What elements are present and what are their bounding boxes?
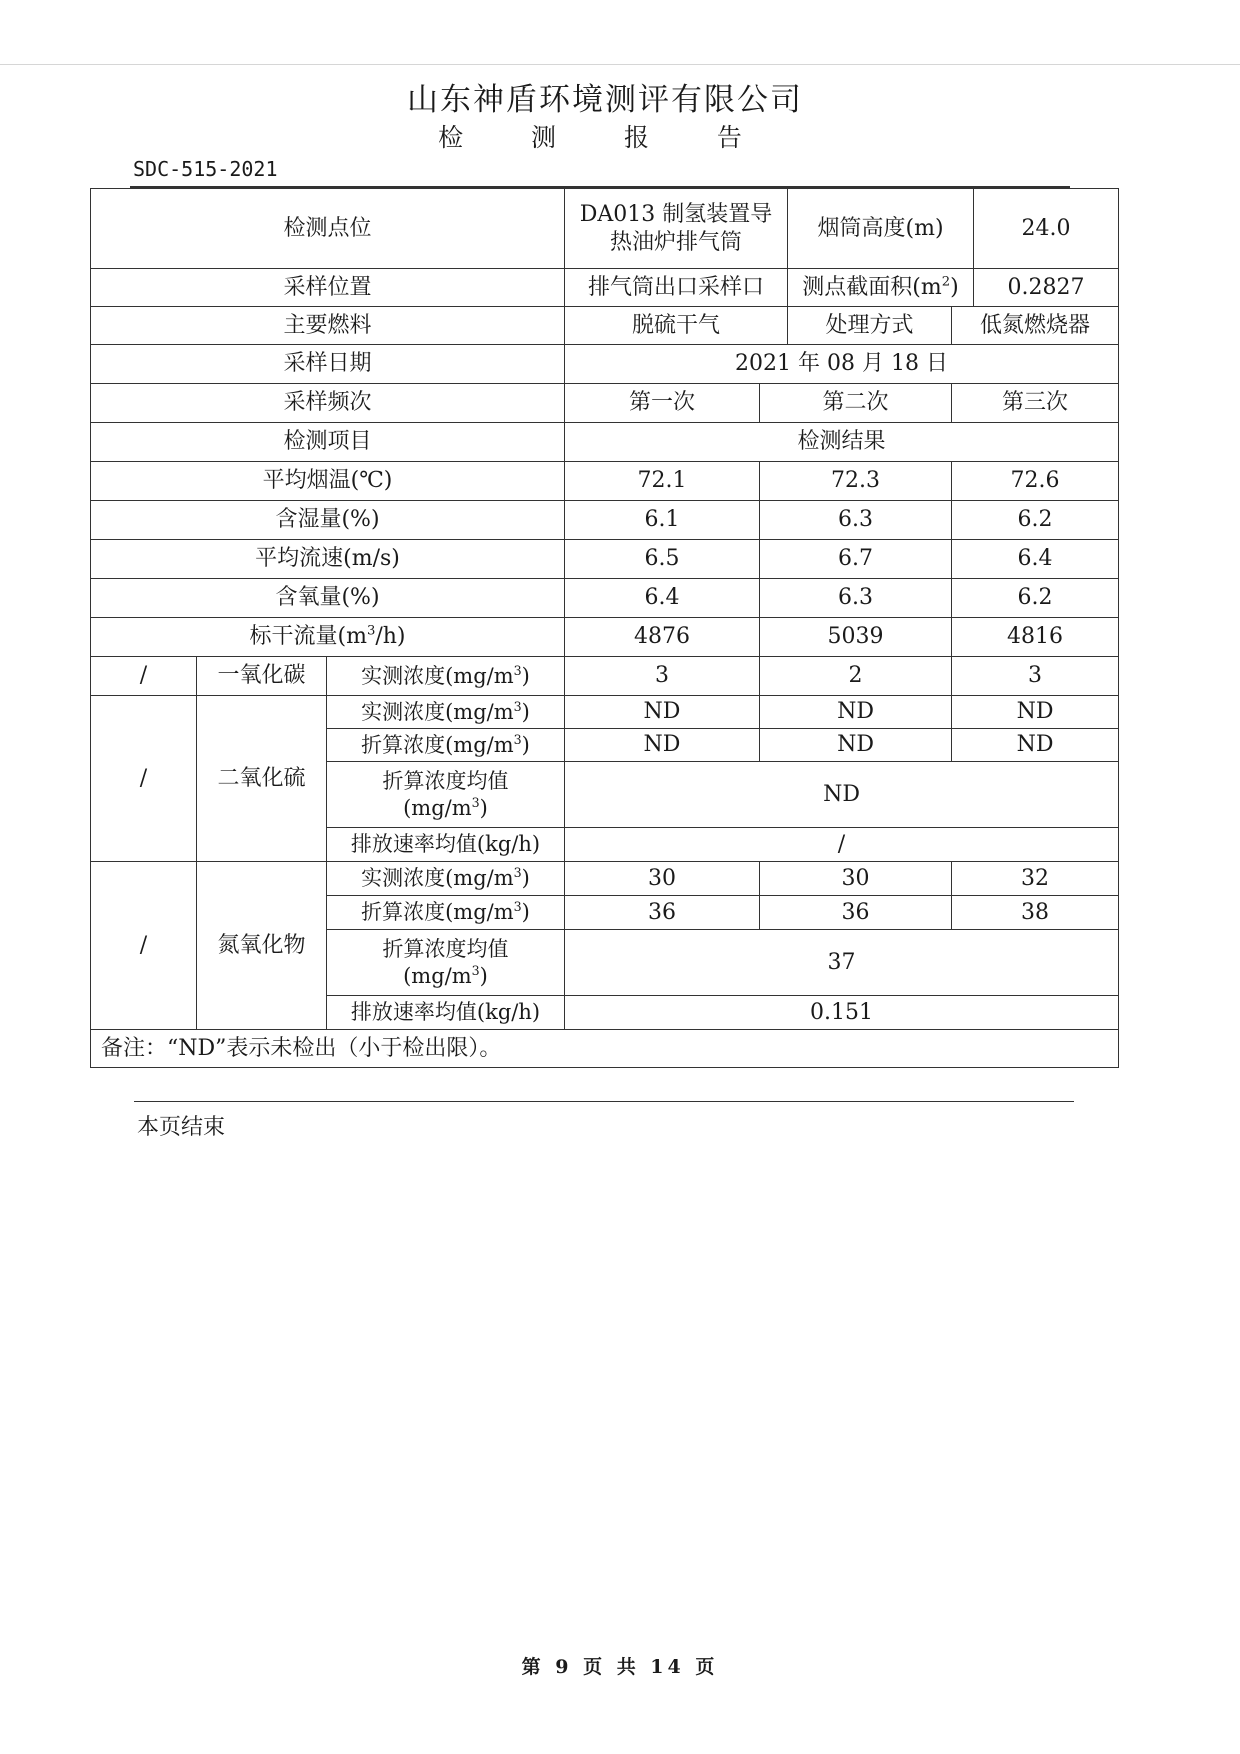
param-value: 6.5 [565,540,760,579]
treatment-label: 处理方式 [788,307,952,345]
param-label: 平均流速(m/s) [91,540,565,579]
param-value: 6.2 [952,579,1119,618]
date-value: 2021 年 08 月 18 日 [565,345,1119,384]
param-label: 含湿量(%) [91,501,565,540]
point-label: 检测点位 [91,189,565,269]
param-label: 含氧量(%) [91,579,565,618]
so2-col1: / [91,696,197,862]
freq-1: 第一次 [565,384,760,423]
param-value: 6.4 [565,579,760,618]
param-value: 4816 [952,618,1119,657]
so2-rate-label: 排放速率均值(kg/h) [327,828,565,862]
nox-col1: / [91,862,197,1030]
table-row [91,384,1119,423]
nox-name: 氮氧化物 [197,862,327,1030]
page-end-text: 本页结束 [137,1115,226,1140]
param-value: 4876 [565,618,760,657]
so2-avg-label: 折算浓度均值 $(mg/m^3)$ [327,762,565,828]
result-label: 检测结果 [565,423,1119,462]
table-row [91,1030,1119,1068]
company-name: 山东神盾环境测评有限公司 [407,82,803,118]
freq-2: 第二次 [760,384,952,423]
nox-converted-3: 38 [952,896,1119,930]
treatment-value: 低氮燃烧器 [952,307,1119,345]
so2-measured-3: ND [952,696,1119,729]
param-value: 6.1 [565,501,760,540]
so2-measured-2: ND [760,696,952,729]
param-value: 6.3 [760,501,952,540]
so2-converted-label: 折算浓度$(mg/m^3)$ [327,729,565,762]
so2-converted-2: ND [760,729,952,762]
so2-converted-3: ND [952,729,1119,762]
so2-rate-value: / [565,828,1119,862]
sampling-position-value: 排气筒出口采样口 [565,269,788,307]
nox-avg-label: 折算浓度均值 $(mg/m^3)$ [327,930,565,996]
so2-avg-value: ND [565,762,1119,828]
param-value: 6.3 [760,579,952,618]
page-footer: 第 9 页 共 14 页 [521,1656,719,1678]
param-value: 72.1 [565,462,760,501]
param-value: 6.2 [952,501,1119,540]
so2-measured-label: 实测浓度$(mg/m^3)$ [327,696,565,729]
nox-measured-2: 30 [760,862,952,896]
co-name: 一氧化碳 [197,657,327,696]
sampling-position-label: 采样位置 [91,269,565,307]
table-row [91,307,1119,345]
report-title: 检 测 报 告 [438,123,772,152]
nox-measured-3: 32 [952,862,1119,896]
param-value: 72.6 [952,462,1119,501]
co-measured-1: 3 [565,657,760,696]
stack-height-value: 24.0 [974,189,1119,269]
so2-measured-1: ND [565,696,760,729]
nox-avg-value: 37 [565,930,1119,996]
co-col1: / [91,657,197,696]
param-value: 6.4 [952,540,1119,579]
item-label: 检测项目 [91,423,565,462]
nox-converted-1: 36 [565,896,760,930]
nox-rate-value: 0.151 [565,996,1119,1030]
fuel-label: 主要燃料 [91,307,565,345]
bottom-rule [134,1101,1074,1102]
co-measured-3: 3 [952,657,1119,696]
freq-label: 采样频次 [91,384,565,423]
table-row [91,540,1119,579]
table-row [91,618,1119,657]
nox-converted-label: 折算浓度$(mg/m^3)$ [327,896,565,930]
nox-measured-label: 实测浓度$(mg/m^3)$ [327,862,565,896]
table-note: 备注：“ND”表示未检出（小于检出限）。 [91,1030,1119,1068]
date-label: 采样日期 [91,345,565,384]
section-area-label: 测点截面积$(m^2)$ [788,269,974,307]
table-row [91,862,1119,896]
co-measured-2: 2 [760,657,952,696]
nox-measured-1: 30 [565,862,760,896]
point-value: DA013 制氢装置导 热油炉排气筒 [565,189,788,269]
co-measured-label: 实测浓度$(mg/m^3)$ [327,657,565,696]
freq-3: 第三次 [952,384,1119,423]
table-row [91,345,1119,384]
param-value: 6.7 [760,540,952,579]
page-top-line [0,64,1240,65]
param-value: 72.3 [760,462,952,501]
nox-converted-2: 36 [760,896,952,930]
table-row [91,189,1119,269]
table-row [91,696,1119,729]
table-row [91,462,1119,501]
param-label: 平均烟温(℃) [91,462,565,501]
param-value: 5039 [760,618,952,657]
table-row [91,579,1119,618]
so2-converted-1: ND [565,729,760,762]
section-area-value: 0.2827 [974,269,1119,307]
table-row [91,423,1119,462]
result-table [90,188,1119,1068]
nox-rate-label: 排放速率均值(kg/h) [327,996,565,1030]
stack-height-label: 烟筒高度(m) [788,189,974,269]
table-row [91,501,1119,540]
table-row [91,269,1119,307]
so2-name: 二氧化硫 [197,696,327,862]
report-number: SDC-515-2021 [133,157,278,181]
param-label: 标干流量$(m^3/h)$ [91,618,565,657]
fuel-value: 脱硫干气 [565,307,788,345]
table-row [91,657,1119,696]
